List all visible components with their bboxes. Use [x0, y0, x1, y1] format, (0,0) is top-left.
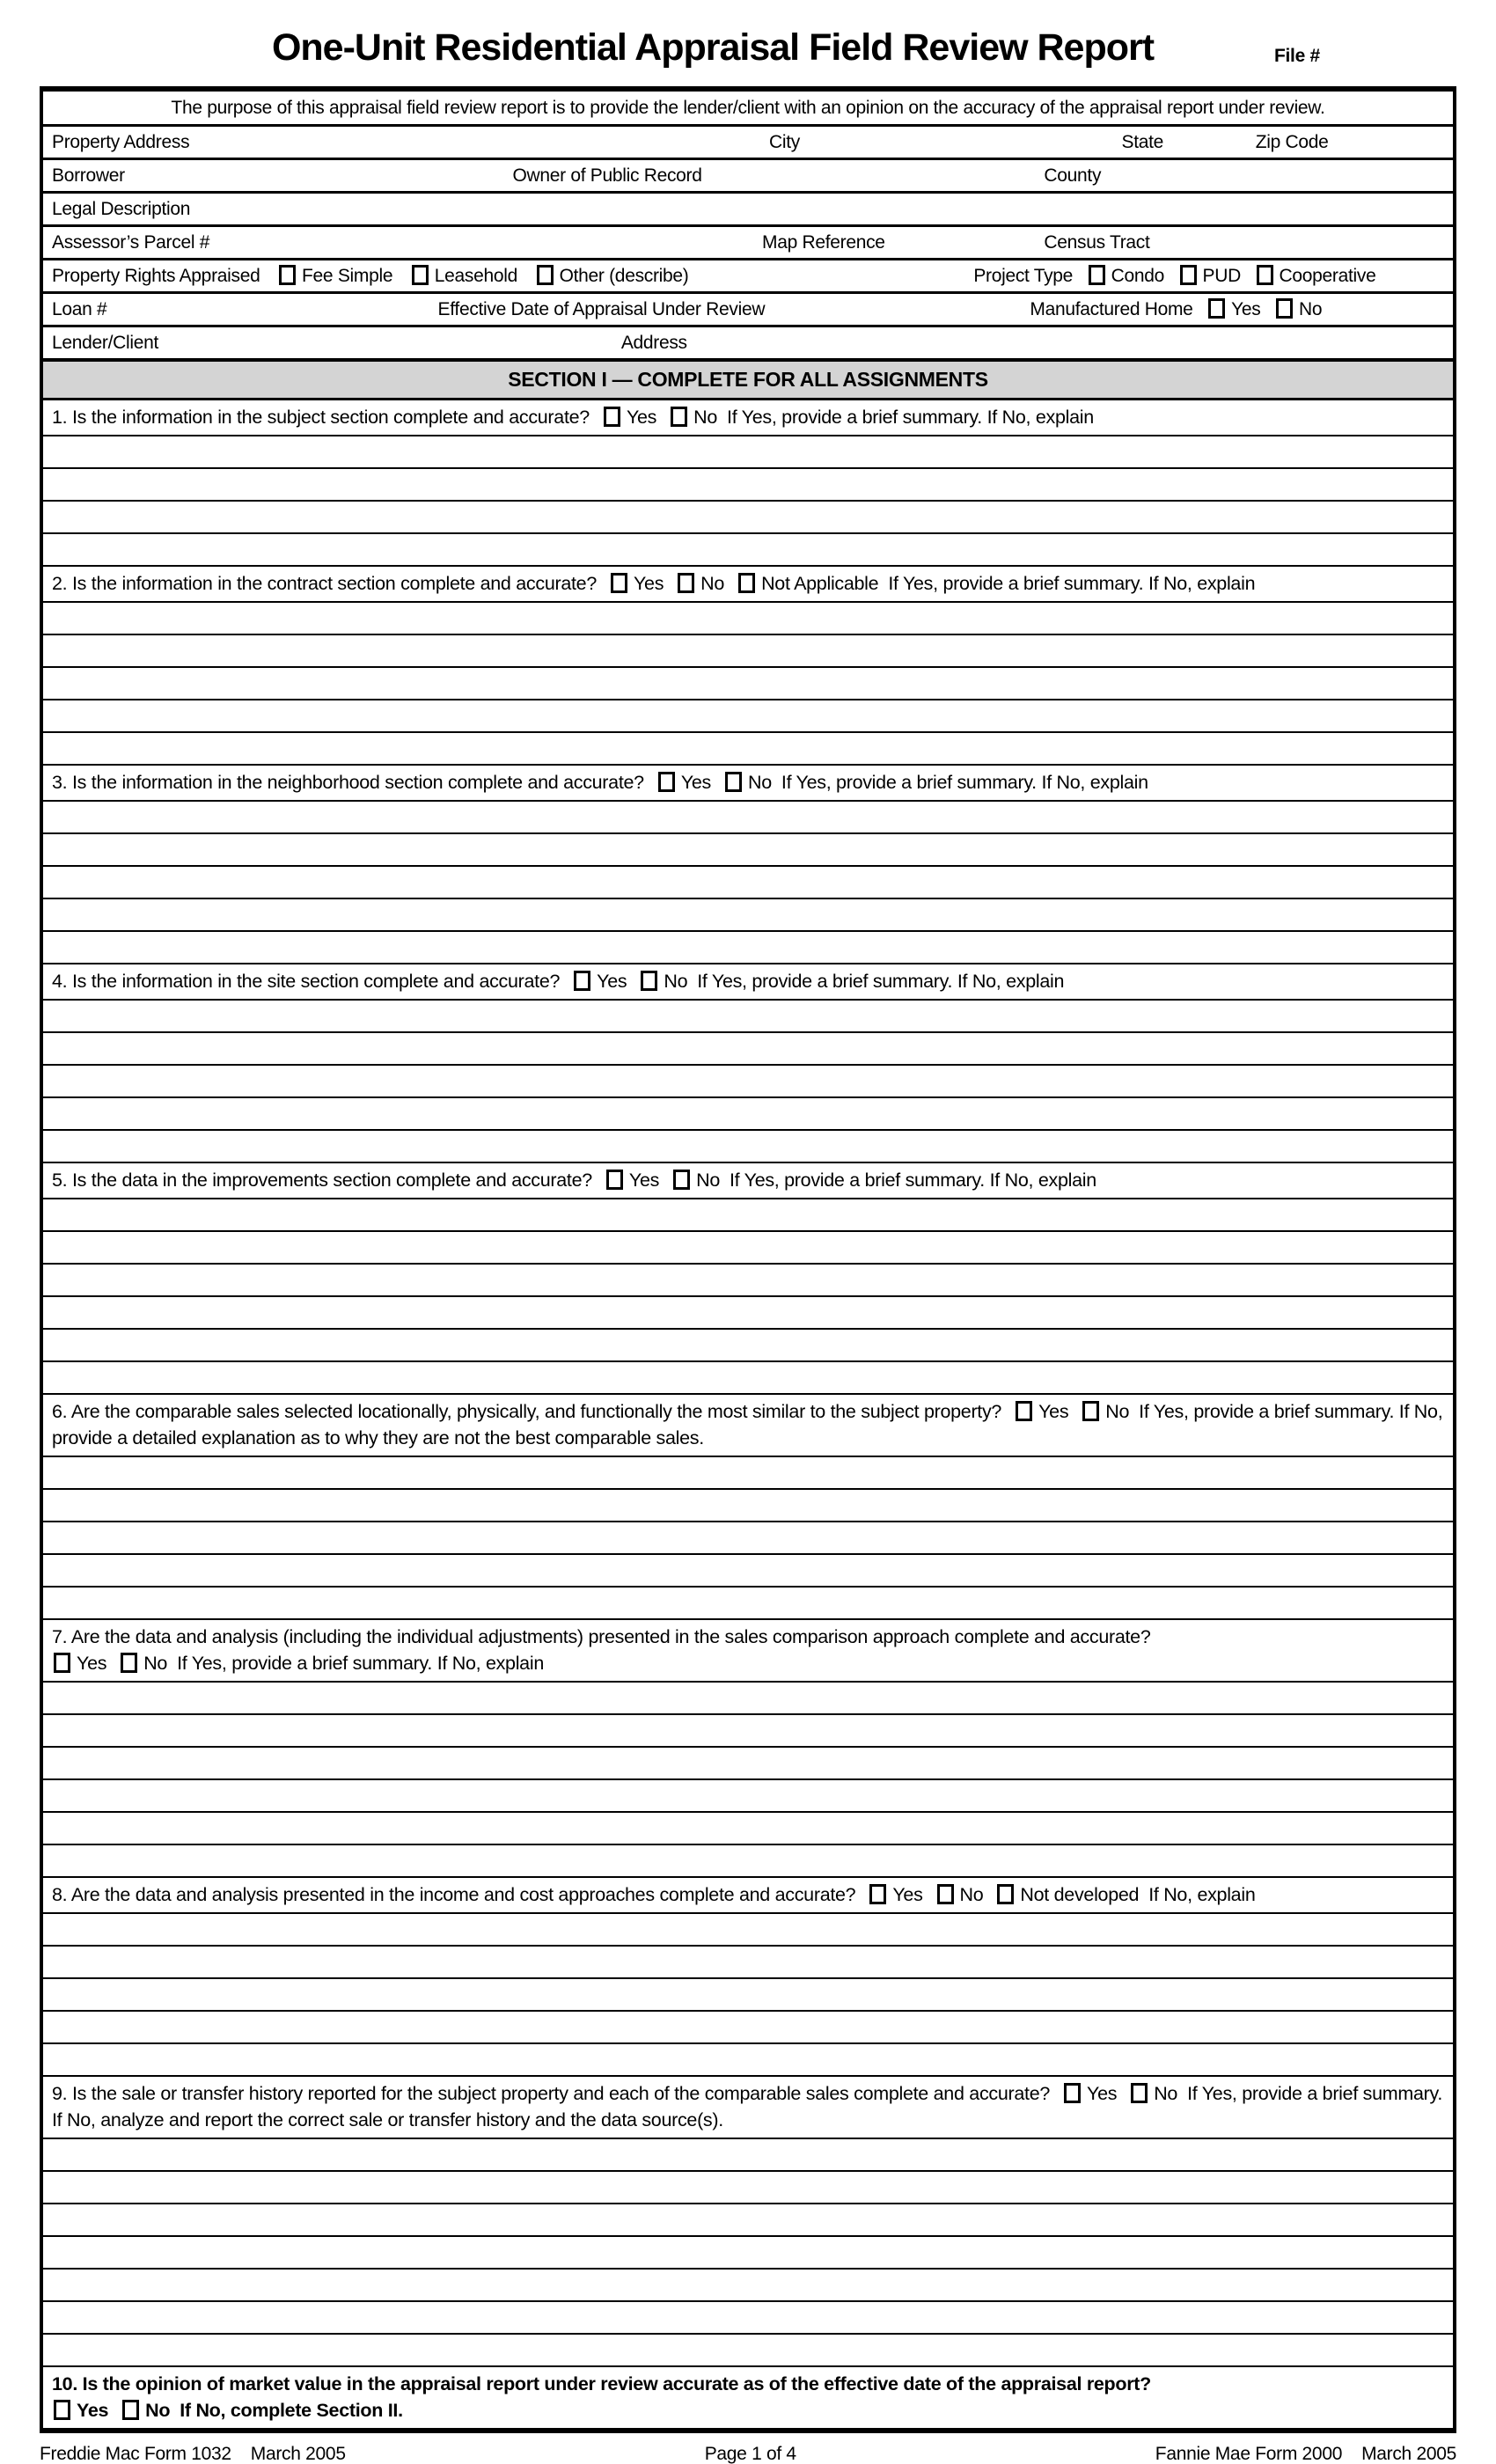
- answer-line[interactable]: [43, 2237, 1453, 2270]
- fee-simple-label: Fee Simple: [302, 266, 393, 286]
- answer-lines: [43, 802, 1453, 963]
- question-text-segment: If Yes, provide a brief summary. If No, explain: [781, 772, 1148, 793]
- property-rights-group: [52, 260, 688, 291]
- checkbox-not-applicable[interactable]: [738, 573, 755, 593]
- answer-line[interactable]: [43, 1947, 1453, 1979]
- answer-line[interactable]: [43, 2012, 1453, 2044]
- checkbox-label: Yes: [628, 1170, 660, 1191]
- question-block: [43, 963, 1453, 1162]
- checkbox-label: Not Applicable: [761, 573, 879, 594]
- answer-line[interactable]: [43, 1914, 1453, 1947]
- question-text-segment: If Yes, provide a brief summary. If No, explain: [888, 573, 1256, 594]
- question-block: [43, 1876, 1453, 2075]
- city-label: City: [769, 132, 800, 152]
- zip-code-label: Zip Code: [1255, 132, 1329, 152]
- checkbox-label: Yes: [77, 2400, 109, 2421]
- loan-row[interactable]: [43, 294, 1453, 327]
- answer-line[interactable]: [43, 1033, 1453, 1066]
- effective-date-label: Effective Date of Appraisal Under Review: [437, 299, 766, 319]
- other-checkbox[interactable]: [537, 265, 554, 285]
- property-address-label: Property Address: [52, 132, 190, 152]
- answer-line[interactable]: [43, 867, 1453, 899]
- question-text: [43, 567, 1453, 603]
- form-body: [40, 86, 1456, 2433]
- borrower-row[interactable]: [43, 160, 1453, 194]
- checkbox-no[interactable]: [937, 1884, 954, 1904]
- questions-container: [43, 400, 1453, 2428]
- answer-line[interactable]: [43, 1330, 1453, 1362]
- answer-lines: [43, 1199, 1453, 1393]
- checkbox-label: No: [145, 2400, 171, 2421]
- question-block: [43, 1393, 1453, 1618]
- checkbox-label: No: [700, 573, 725, 594]
- answer-line[interactable]: [43, 603, 1453, 635]
- question-text: [43, 1163, 1453, 1199]
- checkbox-no[interactable]: [641, 971, 657, 991]
- answer-line[interactable]: [43, 1362, 1453, 1393]
- question-text-segment: If Yes, provide a brief summary. If No, provide a detailed explanation as to why they are not the best comparable sales.: [52, 1401, 1443, 1448]
- property-rights-row: [43, 260, 1453, 294]
- checkbox-yes[interactable]: [611, 573, 627, 593]
- condo-checkbox[interactable]: [1089, 265, 1105, 285]
- address-label: Address: [620, 333, 687, 353]
- checkbox-label: Yes: [597, 971, 627, 992]
- form-footer: [0, 2433, 1496, 2464]
- answer-line[interactable]: [43, 1813, 1453, 1845]
- question-text: [43, 1395, 1453, 1457]
- question-block: [43, 565, 1453, 764]
- answer-line[interactable]: [43, 1199, 1453, 1232]
- question-text-segment: If Yes, provide a brief summary. If No, explain: [730, 1170, 1096, 1191]
- answer-line[interactable]: [43, 1588, 1453, 1618]
- question-text-segment: 3. Is the information in the neighborhood section complete and accurate?: [52, 772, 644, 793]
- answer-line[interactable]: [43, 1001, 1453, 1033]
- answer-line[interactable]: [43, 2302, 1453, 2335]
- checkbox-no[interactable]: [122, 2400, 139, 2420]
- checkbox-yes[interactable]: [869, 1884, 886, 1904]
- answer-line[interactable]: [43, 932, 1453, 963]
- lender-client-row[interactable]: [43, 327, 1453, 362]
- checkbox-no[interactable]: [678, 573, 694, 593]
- question-text-segment: If No, complete Section II.: [180, 2400, 403, 2421]
- county-label: County: [1044, 165, 1102, 186]
- question-text-segment: 7. Are the data and analysis (including the individual adjustments) presented in the sales comparison approach complete and accurate?: [52, 1626, 1151, 1647]
- question-text-segment: If Yes, provide a brief summary. If No, analyze and report the correct sale or transfer history and the data source(s).: [52, 2083, 1443, 2130]
- answer-line[interactable]: [43, 2204, 1453, 2237]
- question-text: [43, 2367, 1453, 2428]
- checkbox-not-developed[interactable]: [997, 1884, 1014, 1904]
- answer-line[interactable]: [43, 1979, 1453, 2012]
- cooperative-label: Cooperative: [1279, 266, 1376, 286]
- form-title: One-Unit Residential Appraisal Field Review Report: [271, 26, 1155, 69]
- checkbox-label: Yes: [1087, 2083, 1118, 2104]
- assessors-parcel-label: Assessor’s Parcel #: [52, 232, 210, 253]
- answer-line[interactable]: [43, 1490, 1453, 1522]
- other-describe-label: Other (describe): [559, 266, 689, 286]
- manufactured-no-checkbox[interactable]: [1276, 298, 1293, 319]
- question-text-segment: 2. Is the information in the contract section complete and accurate?: [52, 573, 597, 594]
- checkbox-label: Yes: [892, 1884, 923, 1905]
- legal-description-label: Legal Description: [52, 199, 191, 219]
- manufactured-home-label: Manufactured Home: [1030, 299, 1193, 319]
- question-text: [43, 964, 1453, 1001]
- question-text-segment: If No, explain: [1148, 1884, 1256, 1905]
- checkbox-label: No: [1105, 1401, 1130, 1422]
- freddie-mac-form-date: March 2005: [250, 2444, 346, 2464]
- answer-line[interactable]: [43, 1845, 1453, 1876]
- answer-line[interactable]: [43, 436, 1453, 469]
- pud-checkbox[interactable]: [1180, 265, 1197, 285]
- answer-line[interactable]: [43, 1098, 1453, 1131]
- question-block: [43, 1618, 1453, 1876]
- answer-lines: [43, 1457, 1453, 1618]
- checkbox-no[interactable]: [121, 1653, 137, 1673]
- answer-line[interactable]: [43, 1555, 1453, 1588]
- section-1-header: SECTION I — COMPLETE FOR ALL ASSIGNMENTS: [43, 362, 1453, 400]
- checkbox-yes[interactable]: [1064, 2083, 1081, 2103]
- checkbox-label: Yes: [633, 573, 664, 594]
- checkbox-label: No: [748, 772, 772, 793]
- footer-fannie-mae: [1155, 2444, 1456, 2464]
- checkbox-label: No: [664, 971, 688, 992]
- census-tract-label: Census Tract: [1044, 232, 1150, 253]
- answer-line[interactable]: [43, 2044, 1453, 2075]
- answer-line[interactable]: [43, 2270, 1453, 2302]
- answer-line[interactable]: [43, 733, 1453, 764]
- question-text-segment: 1. Is the information in the subject section complete and accurate?: [52, 407, 590, 428]
- checkbox-label: No: [696, 1170, 720, 1191]
- leasehold-checkbox[interactable]: [412, 265, 429, 285]
- manufactured-no-label: No: [1299, 299, 1323, 319]
- checkbox-no[interactable]: [1131, 2083, 1148, 2103]
- question-text-segment: If Yes, provide a brief summary. If No, explain: [727, 407, 1094, 428]
- owner-of-public-record-label: Owner of Public Record: [512, 165, 702, 186]
- answer-line[interactable]: [43, 635, 1453, 668]
- question-text-segment: 6. Are the comparable sales selected locationally, physically, and functionally the most similar to the subject property?: [52, 1401, 1002, 1422]
- checkbox-no[interactable]: [1082, 1401, 1099, 1421]
- footer-page-number: Page 1 of 4: [704, 2444, 796, 2464]
- project-type-group: [973, 260, 1375, 291]
- question-text: [43, 400, 1453, 436]
- question-text-segment: If Yes, provide a brief summary. If No, explain: [697, 971, 1065, 992]
- answer-line[interactable]: [43, 502, 1453, 534]
- question-text-segment: 9. Is the sale or transfer history reported for the subject property and each of the comparable sales complete and accurate?: [52, 2083, 1051, 2104]
- answer-line[interactable]: [43, 1131, 1453, 1162]
- answer-line[interactable]: [43, 1457, 1453, 1490]
- answer-line[interactable]: [43, 1297, 1453, 1330]
- leasehold-label: Leasehold: [434, 266, 518, 286]
- answer-line[interactable]: [43, 899, 1453, 932]
- answer-line[interactable]: [43, 469, 1453, 502]
- answer-lines: [43, 2139, 1453, 2365]
- question-block: [43, 2075, 1453, 2365]
- answer-line[interactable]: [43, 534, 1453, 565]
- file-number-label: File #: [1274, 46, 1320, 66]
- state-label: State: [1121, 132, 1164, 152]
- pud-label: PUD: [1202, 266, 1241, 286]
- question-text-segment: 10. Is the opinion of market value in the appraisal report under review accurate as of the effective date of the appraisal report?: [52, 2373, 1151, 2394]
- project-type-label: Project Type: [973, 266, 1074, 286]
- question-text: [43, 766, 1453, 802]
- answer-line[interactable]: [43, 1683, 1453, 1715]
- cooperative-checkbox[interactable]: [1257, 265, 1273, 285]
- freddie-mac-form-number: Freddie Mac Form 1032: [40, 2444, 231, 2464]
- answer-line[interactable]: [43, 2335, 1453, 2365]
- checkbox-label: No: [959, 1884, 984, 1905]
- answer-line[interactable]: [43, 1522, 1453, 1555]
- fannie-mae-form-number: Fannie Mae Form 2000: [1155, 2444, 1343, 2464]
- checkbox-label: Yes: [626, 407, 657, 428]
- checkbox-yes[interactable]: [54, 1653, 70, 1673]
- manufactured-home-group: [1030, 294, 1322, 325]
- footer-freddie-mac: [40, 2444, 346, 2464]
- checkbox-yes[interactable]: [606, 1170, 623, 1190]
- manufactured-yes-label: Yes: [1231, 299, 1261, 319]
- answer-line[interactable]: [43, 668, 1453, 700]
- checkbox-label: Not developed: [1020, 1884, 1140, 1905]
- property-rights-label: Property Rights Appraised: [52, 266, 260, 286]
- checkbox-no[interactable]: [671, 407, 687, 427]
- checkbox-no[interactable]: [673, 1170, 690, 1190]
- question-block: [43, 2365, 1453, 2428]
- answer-line[interactable]: [43, 2172, 1453, 2204]
- answer-line[interactable]: [43, 1715, 1453, 1748]
- manufactured-yes-checkbox[interactable]: [1208, 298, 1225, 319]
- checkbox-yes[interactable]: [604, 407, 620, 427]
- borrower-label: Borrower: [52, 165, 125, 186]
- question-text-segment: 4. Is the information in the site section complete and accurate?: [52, 971, 561, 992]
- checkbox-label: Yes: [680, 772, 712, 793]
- loan-number-label: Loan #: [52, 299, 107, 319]
- assessors-parcel-row[interactable]: [43, 227, 1453, 260]
- answer-line[interactable]: [43, 1232, 1453, 1265]
- answer-line[interactable]: [43, 802, 1453, 834]
- checkbox-yes[interactable]: [54, 2400, 70, 2420]
- condo-label: Condo: [1111, 266, 1164, 286]
- checkbox-label: No: [693, 407, 718, 428]
- answer-line[interactable]: [43, 1265, 1453, 1297]
- answer-line[interactable]: [43, 1780, 1453, 1813]
- answer-lines: [43, 1683, 1453, 1876]
- answer-lines: [43, 1001, 1453, 1162]
- answer-line[interactable]: [43, 1748, 1453, 1780]
- answer-line[interactable]: [43, 834, 1453, 867]
- checkbox-yes[interactable]: [1016, 1401, 1032, 1421]
- answer-line[interactable]: [43, 700, 1453, 733]
- answer-line[interactable]: [43, 2139, 1453, 2172]
- answer-line[interactable]: [43, 1066, 1453, 1098]
- checkbox-yes[interactable]: [574, 971, 590, 991]
- question-text: [43, 2077, 1453, 2139]
- answer-lines: [43, 436, 1453, 565]
- question-block: [43, 764, 1453, 963]
- checkbox-label: No: [143, 1653, 168, 1674]
- form-header: [0, 0, 1496, 86]
- answer-lines: [43, 1914, 1453, 2075]
- question-block: [43, 1162, 1453, 1393]
- checkbox-label: Yes: [1038, 1401, 1069, 1422]
- checkbox-no[interactable]: [725, 772, 742, 792]
- map-reference-label: Map Reference: [762, 232, 885, 253]
- question-text-segment: 8. Are the data and analysis presented in the income and cost approaches complete and accurate?: [52, 1884, 856, 1905]
- fannie-mae-form-date: March 2005: [1361, 2444, 1456, 2464]
- question-block: [43, 400, 1453, 565]
- checkbox-label: Yes: [77, 1653, 107, 1674]
- answer-lines: [43, 603, 1453, 764]
- legal-description-row[interactable]: [43, 194, 1453, 227]
- lender-client-label: Lender/Client: [52, 333, 159, 353]
- purpose-statement: The purpose of this appraisal field review report is to provide the lender/client with an opinion on the accuracy of the appraisal report under review.: [43, 92, 1453, 127]
- question-text-segment: 5. Is the data in the improvements section complete and accurate?: [52, 1170, 592, 1191]
- property-address-row[interactable]: [43, 127, 1453, 160]
- question-text: [43, 1878, 1453, 1914]
- checkbox-yes[interactable]: [658, 772, 675, 792]
- fee-simple-checkbox[interactable]: [279, 265, 296, 285]
- checkbox-label: No: [1154, 2083, 1178, 2104]
- question-text-segment: If Yes, provide a brief summary. If No, explain: [177, 1653, 544, 1674]
- question-text: [43, 1620, 1453, 1683]
